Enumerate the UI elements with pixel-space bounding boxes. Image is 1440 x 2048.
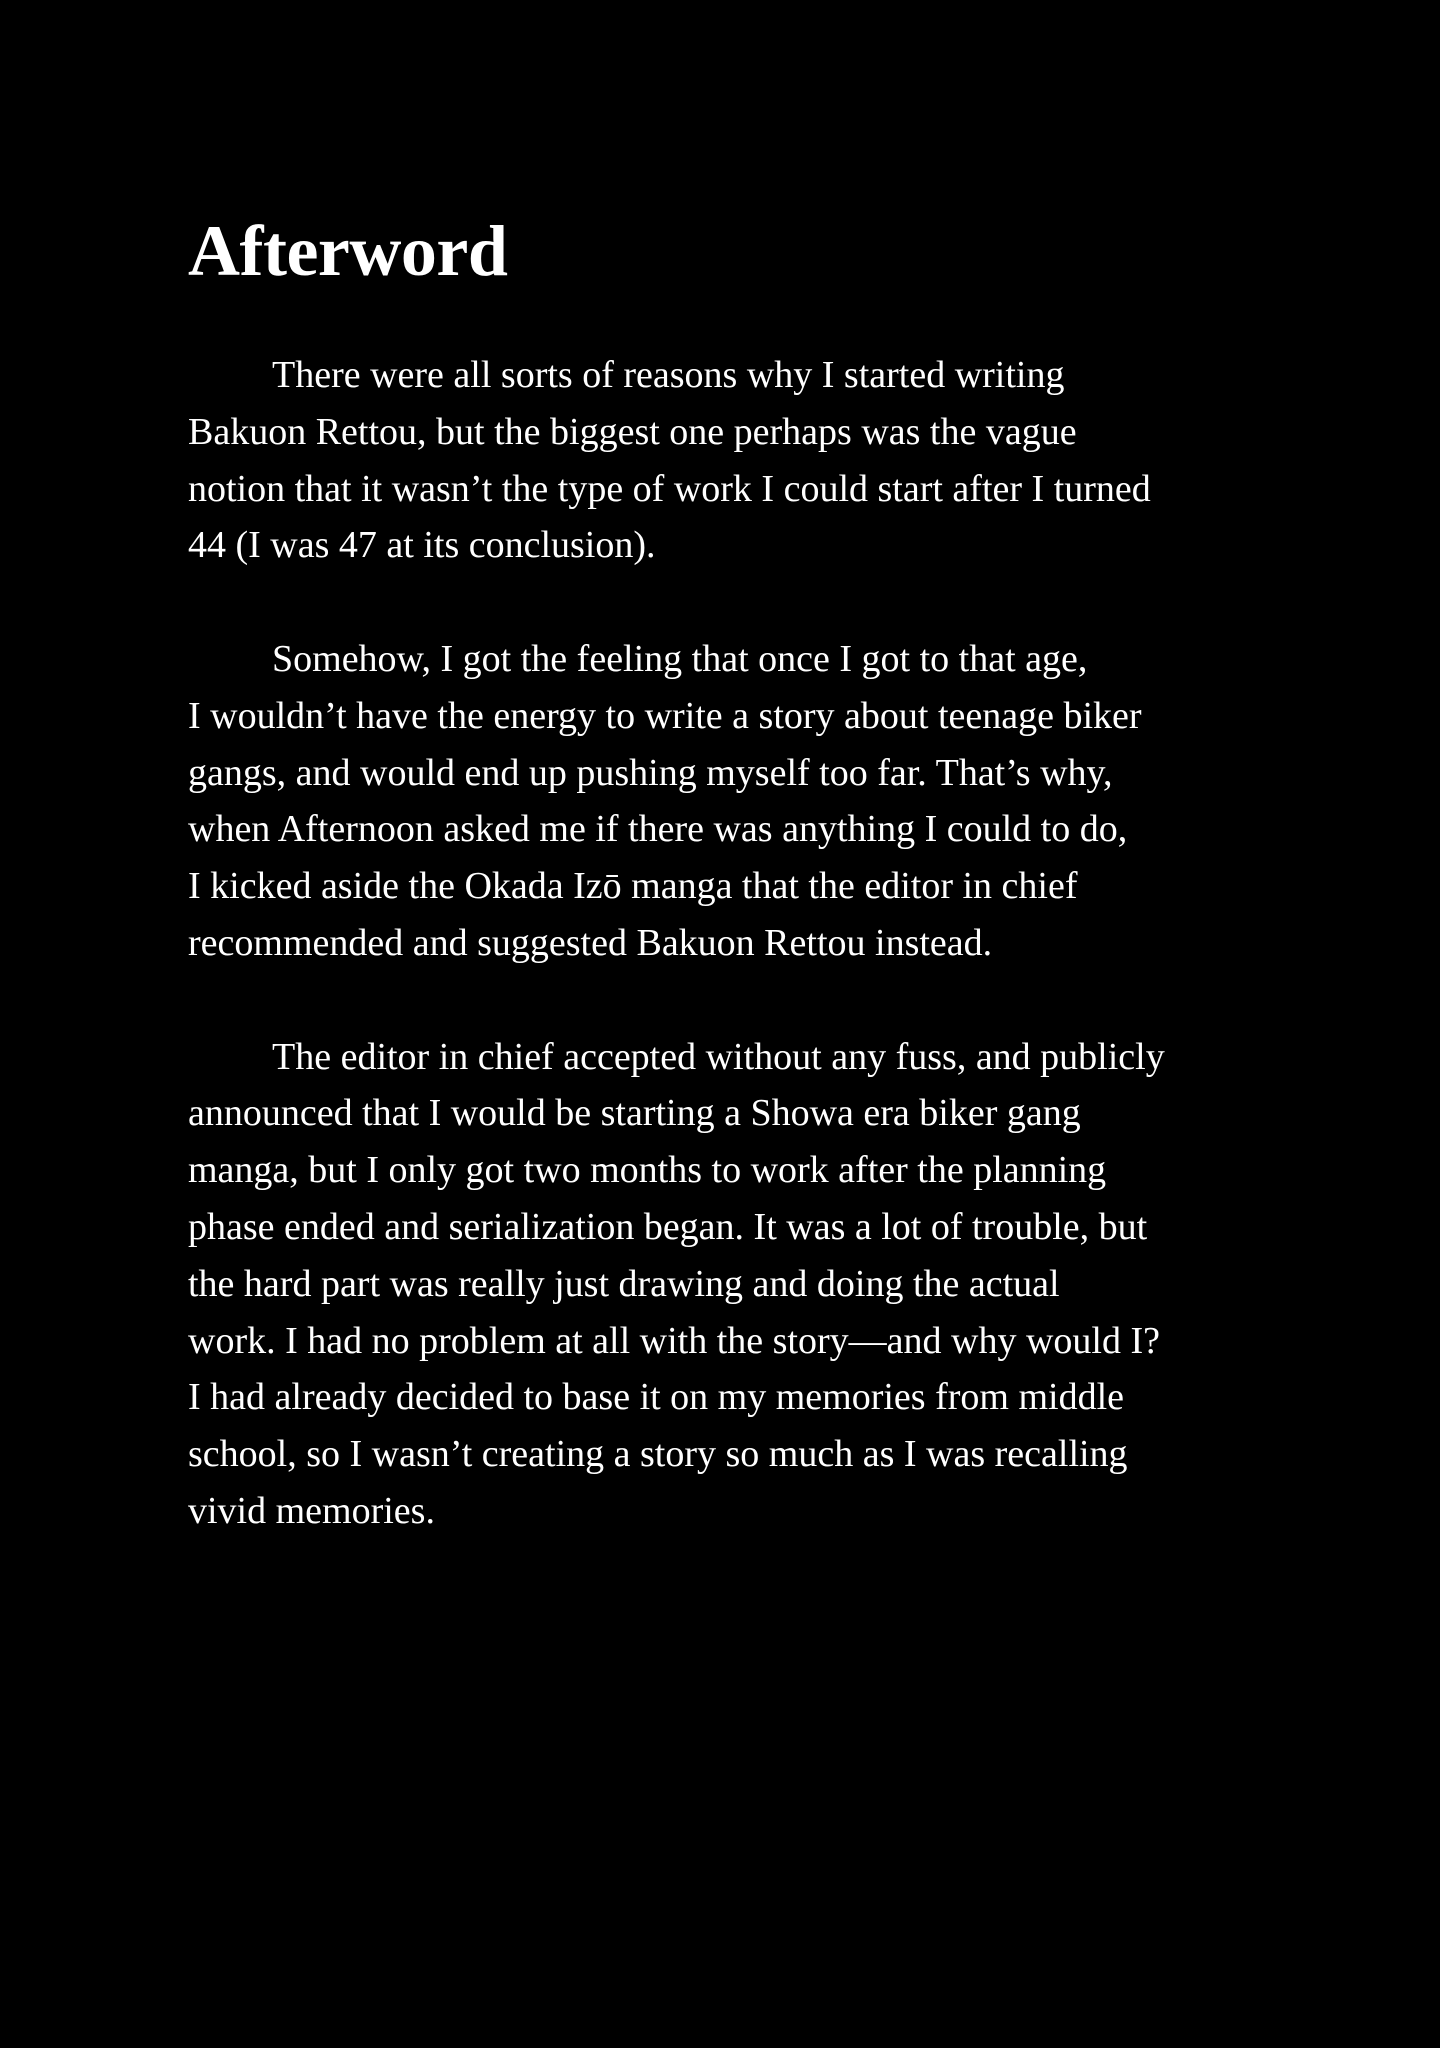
paragraph-line: There were all sorts of reasons why I started writing [272,354,1065,396]
paragraph-3 [188,1029,1278,1540]
paragraph-line: I wouldn’t have the energy to write a story about teenage biker [188,694,1142,737]
paragraph-line: when Afternoon asked me if there was anything I could to do, [188,808,1128,851]
paragraph-line: phase ended and serialization began. It was a lot of trouble, but [188,1205,1148,1248]
paragraph-line: Somehow, I got the feeling that once I got to that age, [272,637,1088,680]
paragraph-line: school, so I wasn’t creating a story so much as I was recalling [188,1433,1128,1476]
paragraph-line: I had already decided to base it on my memories from middle [188,1376,1124,1419]
paragraph-line: the hard part was really just drawing and doing the actual [188,1262,1060,1305]
paragraph-line: manga, but I only got two months to work after the planning [188,1149,1107,1192]
paragraph-2 [188,631,1278,972]
afterword-page [188,210,1278,1597]
paragraph-line: announced that I would be starting a Showa era biker gang [188,1092,1081,1135]
paragraph-line: work. I had no problem at all with the story—and why would I? [188,1319,1160,1362]
paragraph-line: gangs, and would end up pushing myself too far. That’s why, [188,751,1113,794]
paragraph-line: recommended and suggested Bakuon Rettou instead. [188,921,993,964]
paragraph-line: The editor in chief accepted without any fuss, and publicly [272,1035,1165,1078]
page-title: Afterword [188,211,508,291]
paragraph-1 [188,347,1278,574]
paragraph-line: I kicked aside the Okada Izō manga that the editor in chief [188,865,1078,908]
paragraph-line: vivid memories. [188,1489,435,1532]
paragraph-line: Bakuon Rettou, but the biggest one perhaps was the vague [188,410,1077,453]
paragraph-line: notion that it wasn’t the type of work I could start after I turned [188,467,1151,510]
paragraph-line: 44 (I was 47 at its conclusion). [188,524,656,567]
